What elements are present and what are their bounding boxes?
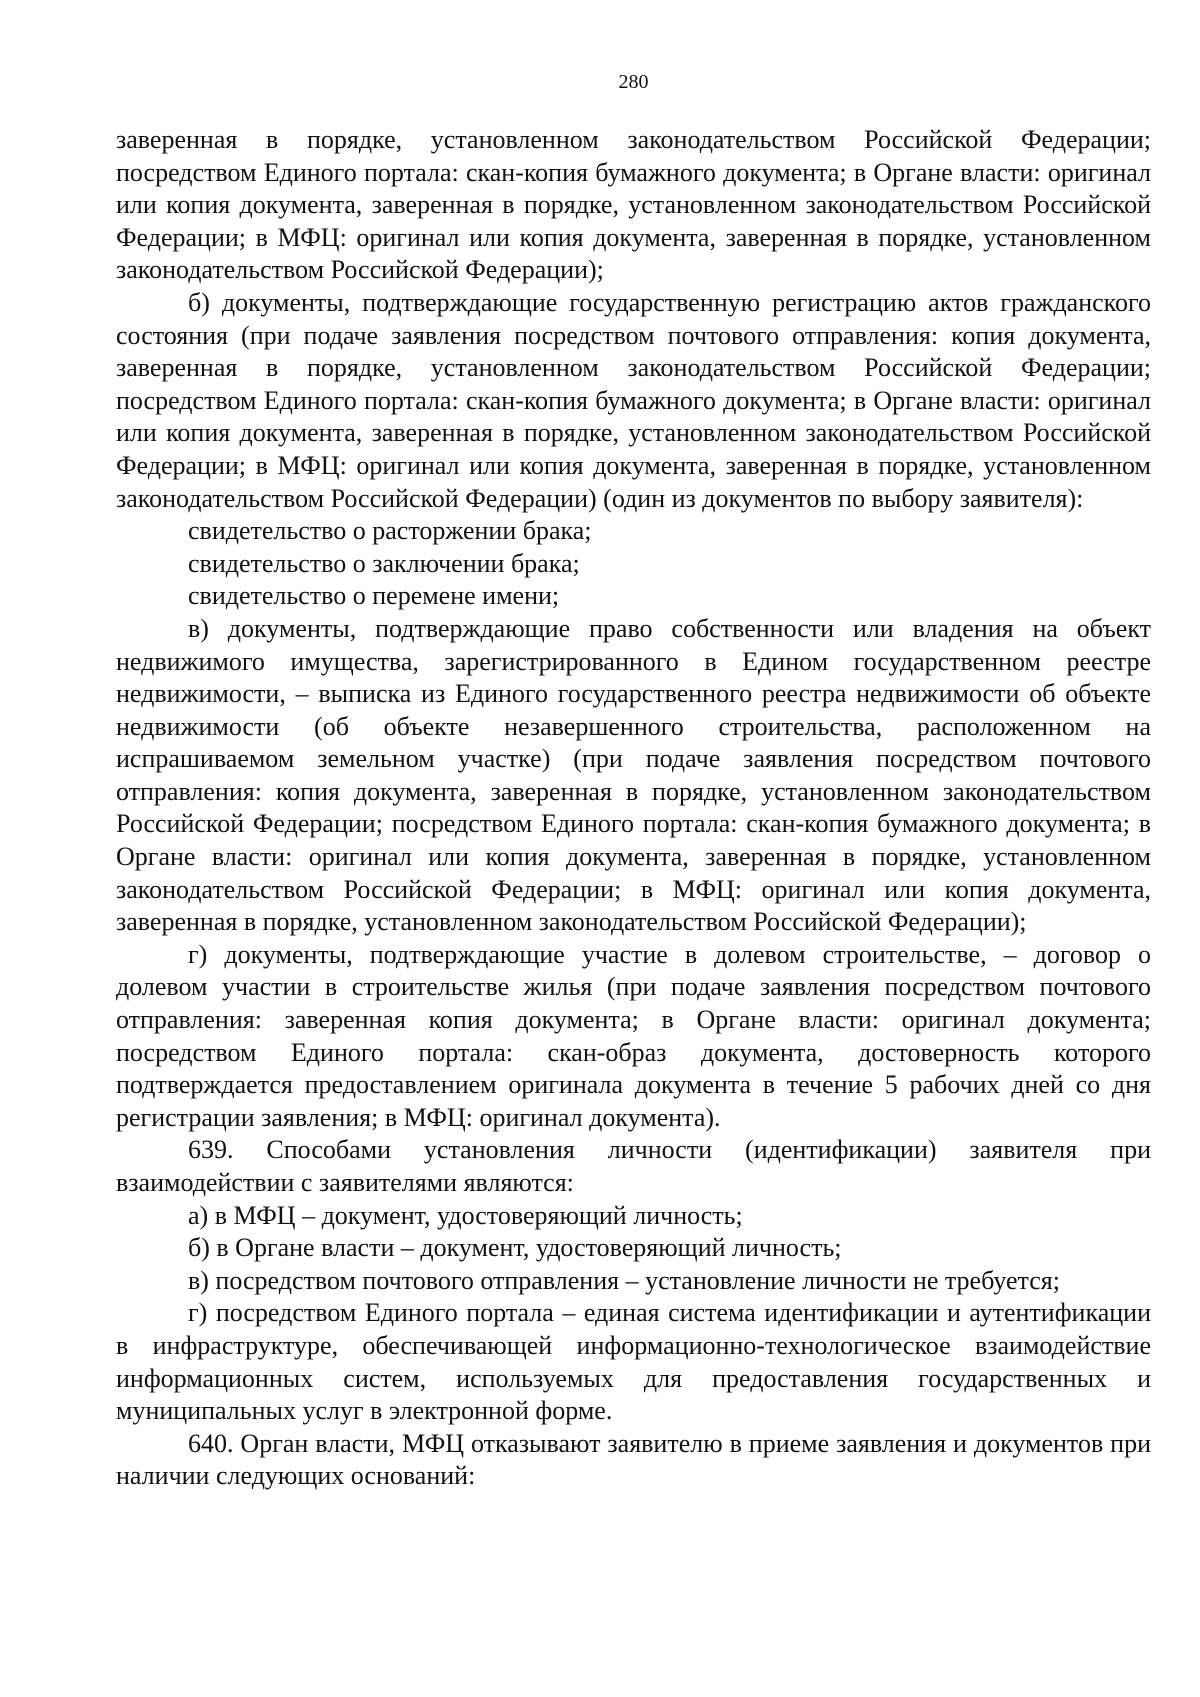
list-item-name-change-certificate: свидетельство о перемене имени; [188, 581, 560, 611]
paragraph-item-v: в) документы, подтверждающие право собственности или владения на объект недвижимого имущества, зарегистрированного в Едином государственном реестре недвижимости, – выписка из Единого государственного реестра недвижимости об объекте недвижимости (об объекте незавершенного строительства, расположенном на испрашиваемом земельном участке) (при подаче заявления посредством почтового отправления: копия документа, заверенная в порядке, установленном законодательством Российской Федерации; посредством Единого портала: скан-копия бумажного документа; в Органе власти: оригинал или копия документа, заверенная в порядке, установленном законодательством Российской Федерации; в МФЦ: оригинал или копия документа, заверенная в порядке, установленном законодательством Российской Федерации); [116, 613, 1151, 937]
clause-639-item-a: а) в МФЦ – документ, удостоверяющий личность; [188, 1200, 743, 1230]
paragraph-item-b: б) документы, подтверждающие государственную регистрацию актов гражданского состояния (при подаче заявления посредством почтового отправления: копия документа, заверенная в порядке, установленном законодательством Российской Федерации; посредством Единого портала: скан-копия бумажного документа; в Органе власти: оригинал или копия документа, заверенная в порядке, установленном законодательством Российской Федерации; в МФЦ: оригинал или копия документа, заверенная в порядке, установленном законодательством Российской Федерации) (один из документов по выбору заявителя): [116, 287, 1151, 513]
clause-639-item-v: в) посредством почтового отправления – установление личности не требуется; [188, 1265, 1060, 1295]
clause-640: 640. Орган власти, МФЦ отказывают заявителю в приеме заявления и документов при наличии следующих оснований: [116, 1428, 1151, 1491]
paragraph-continuation: заверенная в порядке, установленном законодательством Российской Федерации; посредством Единого портала: скан-копия бумажного документа; в Органе власти: оригинал или копия документа, заверенная в порядке, установленном законодательством Российской Федерации; в МФЦ: оригинал или копия документа, заверенная в порядке, установленном законодательством Российской Федерации); [116, 125, 1151, 285]
list-item-divorce-certificate: свидетельство о расторжении брака; [188, 516, 592, 546]
clause-639-item-g: г) посредством Единого портала – единая система идентификации и аутентификации в инфраструктуре, обеспечивающей информационно-технологическое взаимодействие информационных систем, используемых для предоставления государственных и муниципальных услуг в электронной форме. [116, 1298, 1151, 1426]
page-number: 280 [618, 71, 649, 93]
list-item-marriage-certificate: свидетельство о заключении брака; [188, 548, 580, 578]
document-body [116, 124, 1151, 1493]
clause-639: 639. Способами установления личности (идентификации) заявителя при взаимодействии с заявителями являются: [116, 1135, 1151, 1197]
paragraph-item-g: г) документы, подтверждающие участие в долевом строительстве, – договор о долевом участии в строительстве жилья (при подаче заявления посредством почтового отправления: заверенная копия документа; в Органе власти: оригинал документа; посредством Единого портала: скан-образ документа, достоверность которого подтверждается предоставлением оригинала документа в течение 5 рабочих дней со дня регистрации заявления; в МФЦ: оригинал документа). [116, 939, 1151, 1132]
clause-639-item-b: б) в Органе власти – документ, удостоверяющий личность; [188, 1233, 842, 1263]
